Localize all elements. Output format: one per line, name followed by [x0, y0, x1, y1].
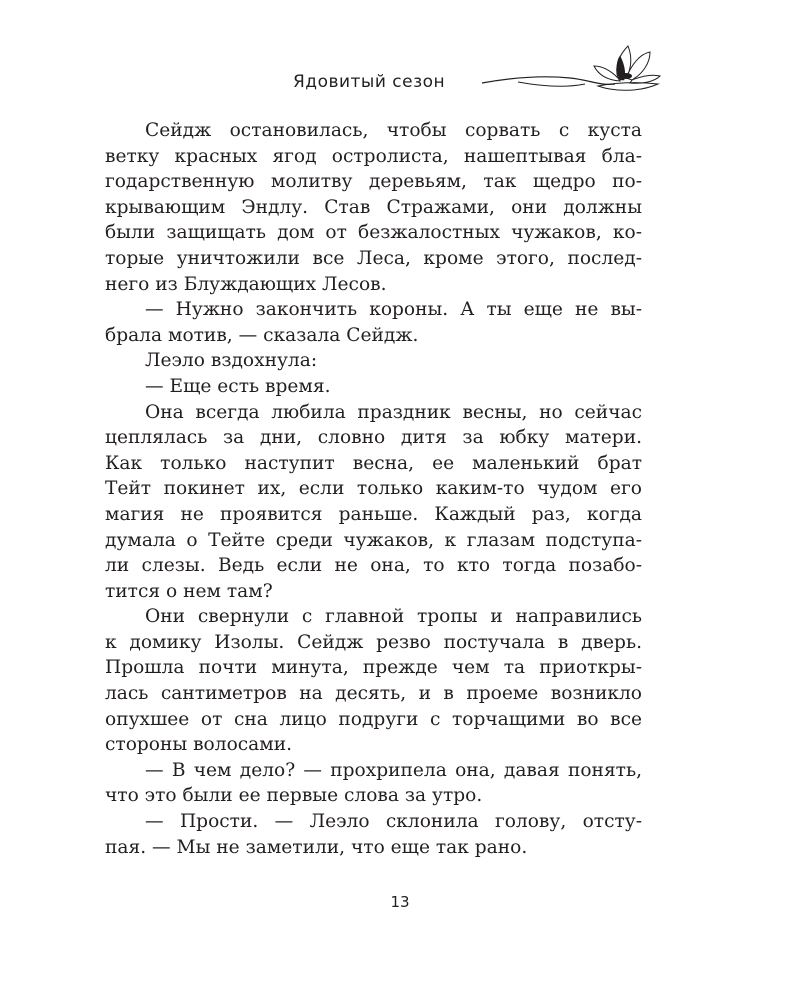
- text-line: Они свернули с главной тропы и направились: [145, 606, 642, 628]
- body-text: [105, 118, 642, 860]
- text-line: цеплялась за дни, словно дитя за юбку матери.: [105, 427, 642, 449]
- text-line: торые уничтожили все Леса, кроме этого, послед-: [105, 247, 642, 269]
- text-line: — Прости. — Леэло склонила голову, отсту-: [145, 811, 642, 833]
- text-line: думала о Тейте среди чужаков, к глазам подступа-: [105, 529, 642, 551]
- text-line: Сейдж остановилась, чтобы сорвать с куста: [145, 120, 642, 141]
- text-line: ли слезы. Ведь если не она, то кто тогда позабо-: [105, 555, 642, 577]
- running-title: Ядовитый сезон: [293, 72, 446, 92]
- text-line: опухшее от сна лицо подруги с торчащими во все: [105, 708, 642, 730]
- page-number: 13: [390, 893, 410, 911]
- text-line: — Нужно закончить короны. А ты еще не вы-: [145, 299, 642, 321]
- text-line: — Еще есть время.: [145, 375, 331, 397]
- text-line: него из Блуждающих Лесов.: [105, 273, 387, 295]
- page-header: [0, 0, 800, 110]
- text-line: Леэло вздохнула:: [145, 350, 318, 372]
- text-line: Прошла почти минута, прежде чем та приоткры-: [105, 657, 642, 679]
- text-line: ветку красных ягод остролиста, нашептывая бла-: [105, 145, 642, 167]
- text-line: Она всегда любила праздник весны, но сейчас: [145, 401, 642, 423]
- text-line: магия не проявится раньше. Каждый раз, когда: [105, 503, 642, 525]
- text-line: годарственную молитву деревьям, так щедро по-: [105, 171, 642, 193]
- text-line: крывающим Эндлу. Став Стражами, они должны: [105, 196, 642, 218]
- text-line: лась сантиметров на десять, и в проеме возникло: [105, 683, 642, 705]
- text-line: тится о нем там?: [105, 580, 273, 602]
- text-line: к домику Изолы. Сейдж резво постучала в дверь.: [105, 631, 642, 653]
- text-line: стороны волосами.: [105, 734, 293, 756]
- text-line: пая. — Мы не заметили, что еще так рано.: [105, 836, 528, 858]
- text-line: что это были ее первые слова за утро.: [105, 785, 483, 807]
- text-line: Тейт покинет их, если только каким-то чудом его: [105, 478, 642, 500]
- text-line: брала мотив, — сказала Сейдж.: [105, 324, 419, 346]
- lotus-flower-icon: [470, 40, 670, 100]
- text-line: были защищать дом от безжалостных чужаков, ко-: [105, 222, 642, 244]
- text-line: Как только наступит весна, ее маленький брат: [105, 452, 642, 474]
- text-line: — В чем дело? — прохрипела она, давая понять,: [145, 759, 642, 781]
